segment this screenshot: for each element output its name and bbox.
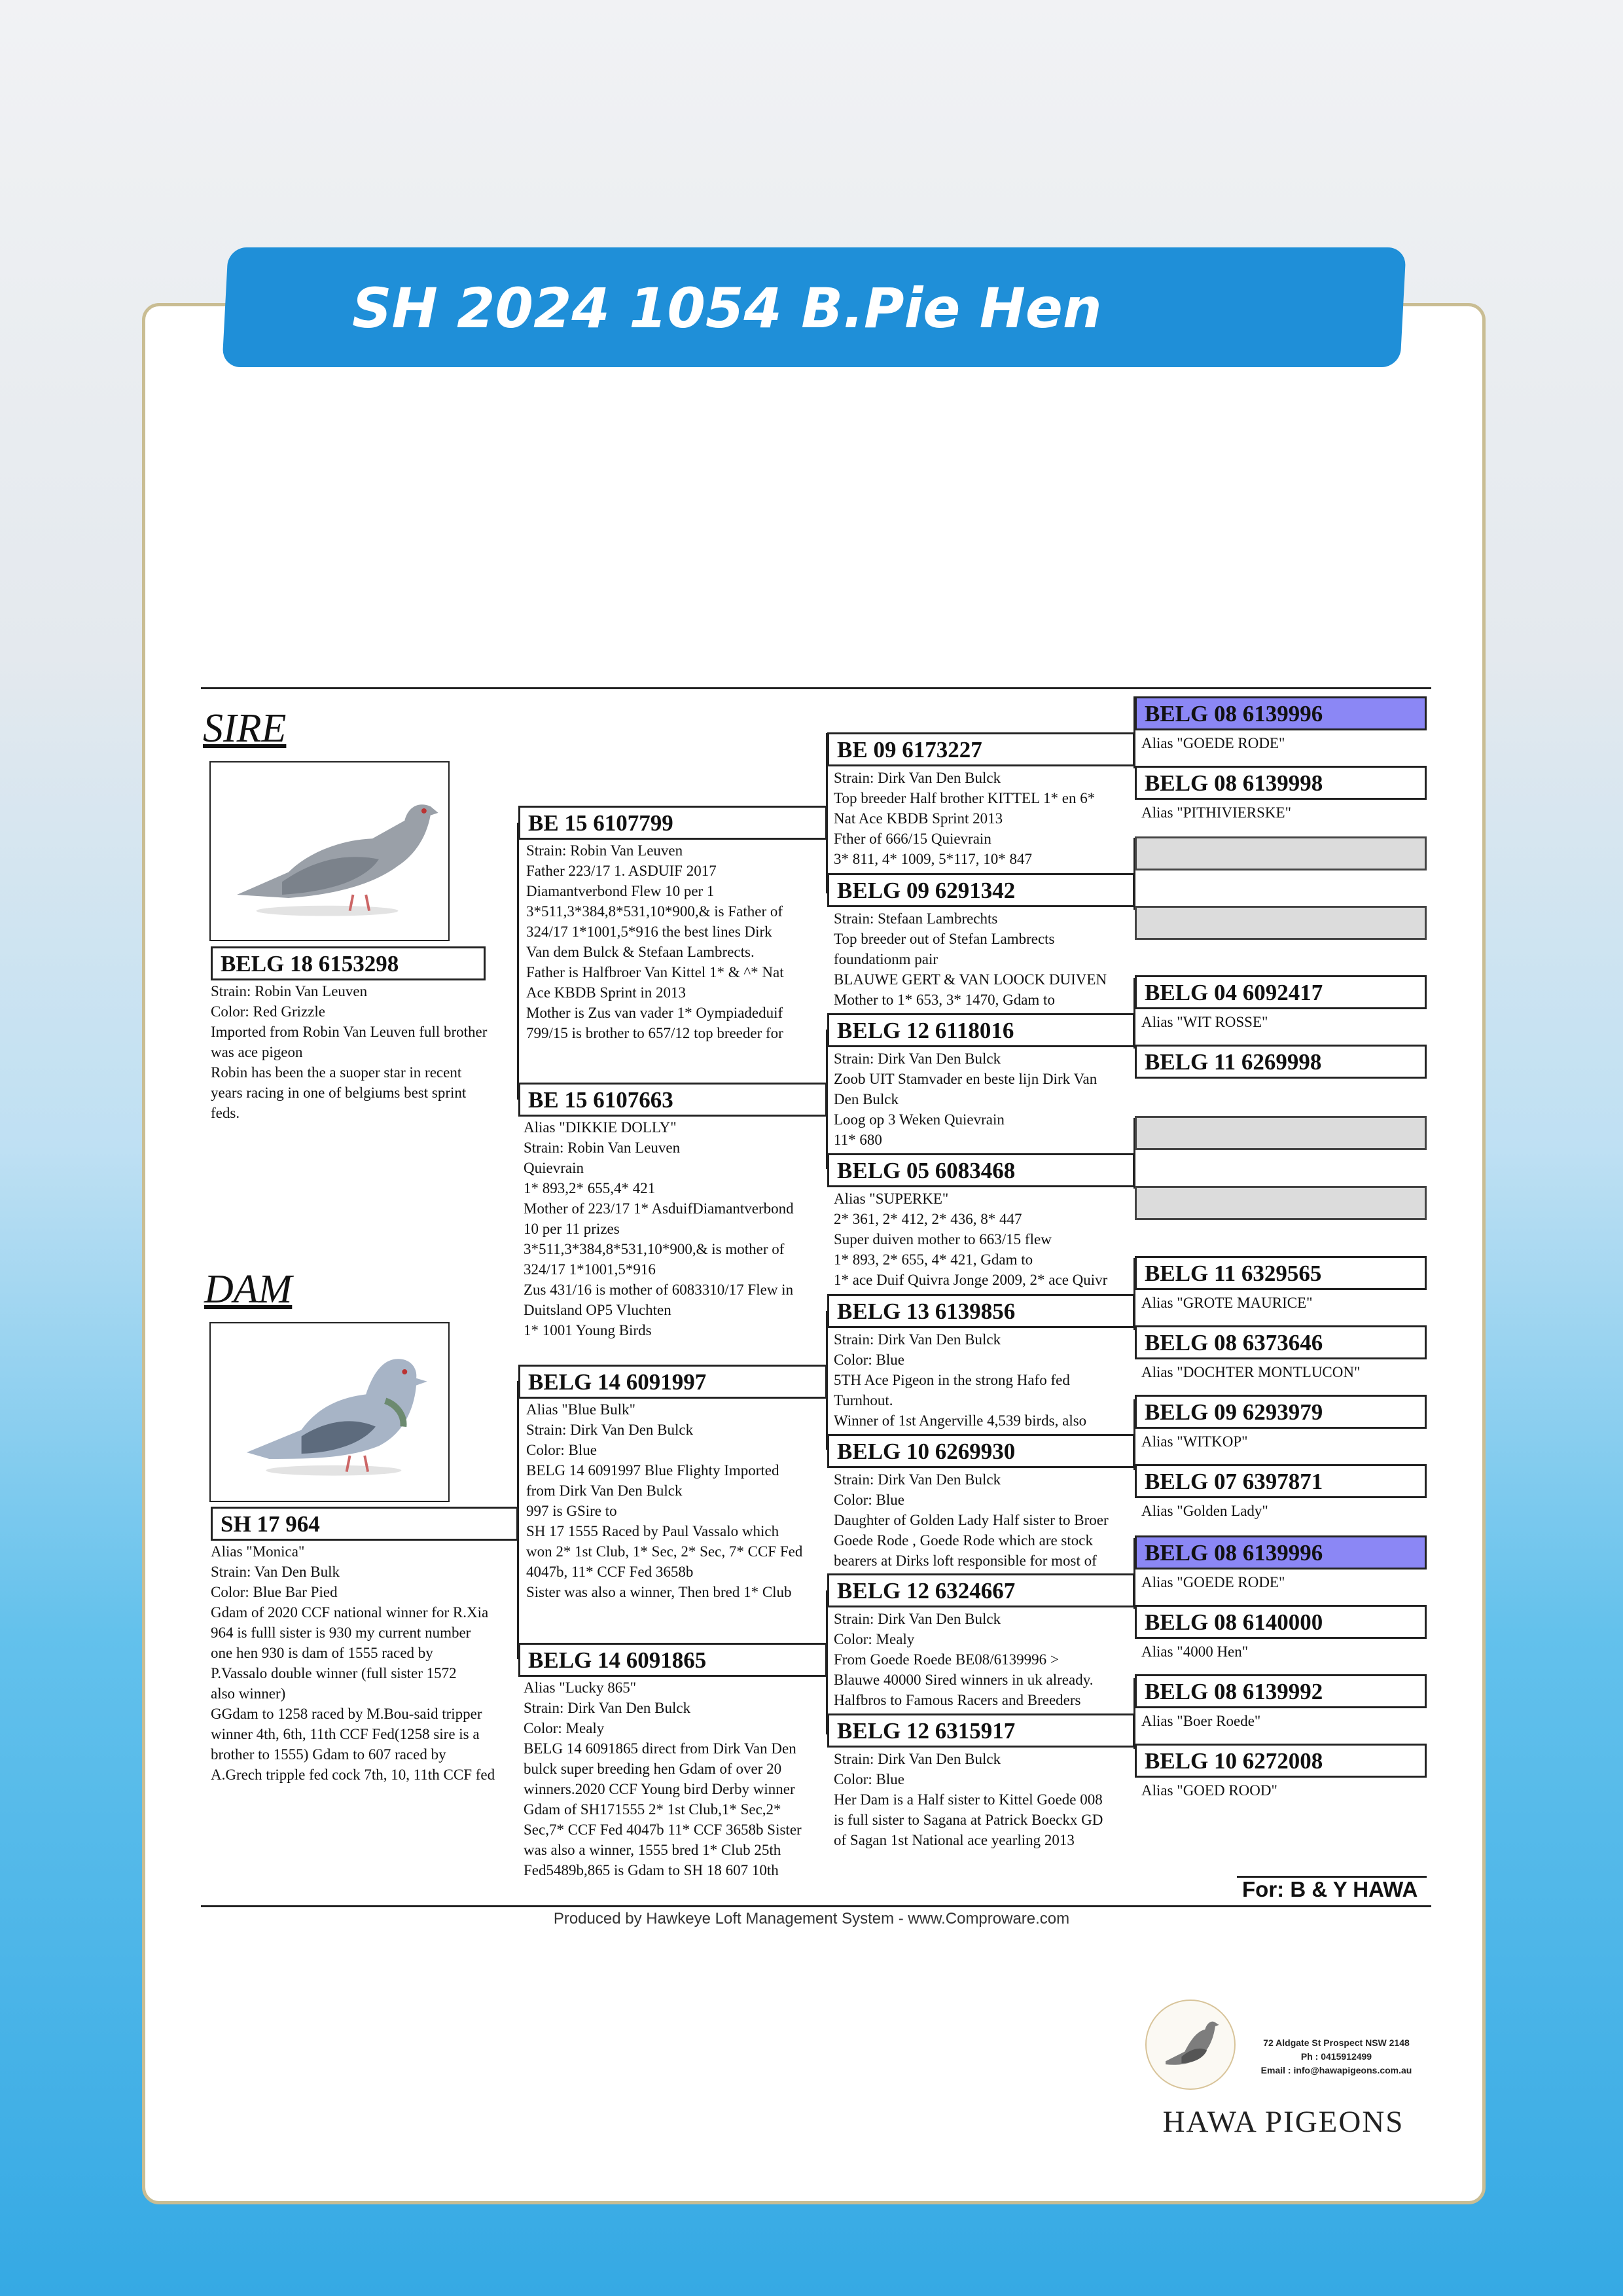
- g4-ring-box: BELG 08 6139992: [1135, 1674, 1427, 1708]
- detail-line: Strain: Dirk Van Den Bulck: [526, 1422, 694, 1438]
- detail-line: P.Vassalo double winner (full sister 1572: [211, 1665, 457, 1681]
- detail-line: BELG 14 6091865 direct from Dirk Van Den: [524, 1740, 796, 1757]
- g3-ring-box: BELG 12 6324667: [827, 1573, 1135, 1607]
- g4-alias: Alias "Golden Lady": [1141, 1503, 1268, 1519]
- detail-line: Super duiven mother to 663/15 flew: [834, 1231, 1052, 1247]
- g4-alias: Alias "GROTE MAURICE": [1141, 1295, 1313, 1311]
- detail-line: foundationm pair: [834, 951, 938, 967]
- detail-line: Strain: Van Den Bulk: [211, 1564, 340, 1580]
- g3-ring-box: BELG 05 6083468: [827, 1153, 1135, 1187]
- detail-line: of Sagan 1st National ace yearling 2013: [834, 1832, 1075, 1848]
- g3-details: [834, 1049, 1135, 1152]
- detail-line: Strain: Dirk Van Den Bulck: [524, 1700, 691, 1716]
- detail-line: SH 17 1555 Raced by Paul Vassalo which: [526, 1523, 779, 1539]
- detail-line: Strain: Dirk Van Den Bulck: [834, 1050, 1001, 1067]
- dam-photo: [209, 1322, 450, 1502]
- detail-line: Blauwe 40000 Sired winners in uk already.: [834, 1672, 1094, 1688]
- sire-heading: SIRE: [203, 706, 287, 751]
- sire-ring-box: BELG 18 6153298: [211, 946, 486, 980]
- logo-name: HAWA PIGEONS: [1162, 2105, 1404, 2139]
- g4-alias: Alias "GOEDE RODE": [1141, 1574, 1285, 1590]
- detail-line: Den Bulck: [834, 1091, 899, 1107]
- g4-ring-box: BELG 08 6140000: [1135, 1605, 1427, 1639]
- produced-by: Produced by Hawkeye Loft Management System - www.Comproware.com: [553, 1910, 1070, 1928]
- g3-ring-box: BELG 09 6291342: [827, 873, 1135, 907]
- detail-line: Her Dam is a Half sister to Kittel Goede 008: [834, 1791, 1103, 1808]
- bottom-divider: [201, 1905, 1431, 1907]
- g3-ring-box: BELG 12 6118016: [827, 1013, 1135, 1047]
- detail-line: 1* 1001 Young Birds: [524, 1322, 652, 1338]
- detail-line: Robin has been the a suoper star in recent: [211, 1064, 462, 1081]
- detail-line: from Dirk Van Den Bulck: [526, 1482, 683, 1499]
- g2-ring-box: BE 15 6107799: [518, 806, 827, 840]
- detail-line: 11* 680: [834, 1132, 882, 1148]
- dam-pigeon-icon: [211, 1323, 448, 1501]
- detail-line: brother to 1555) Gdam to 607 raced by: [211, 1746, 446, 1763]
- detail-line: Strain: Dirk Van Den Bulck: [834, 1331, 1001, 1348]
- g2-connector: [826, 1590, 828, 1734]
- detail-line: Strain: Dirk Van Den Bulck: [834, 1471, 1001, 1488]
- dam-details: [211, 1541, 518, 1790]
- detail-line: 1* 893, 2* 655, 4* 421, Gdam to: [834, 1251, 1033, 1268]
- detail-line: Loog op 3 Weken Quievrain: [834, 1111, 1005, 1128]
- g4-ring-box: BELG 09 6293979: [1135, 1395, 1427, 1429]
- detail-line: 3*511,3*384,8*531,10*900,& is mother of: [524, 1241, 785, 1257]
- detail-line: 1* 893,2* 655,4* 421: [524, 1180, 656, 1196]
- detail-line: 964 is fulll sister is 930 my current number: [211, 1624, 471, 1641]
- detail-line: Zoob UIT Stamvader en beste lijn Dirk Van: [834, 1071, 1097, 1087]
- detail-line: Sec,7* CCF Fed 4047b 11* CCF 3658b Sister: [524, 1821, 802, 1838]
- g4-alias: Alias "WITKOP": [1141, 1433, 1248, 1450]
- detail-line: 324/17 1*1001,5*916 the best lines Dirk: [526, 924, 772, 940]
- detail-line: winner 4th, 6th, 11th CCF Fed(1258 sire is a: [211, 1726, 480, 1742]
- detail-line: Color: Blue: [834, 1352, 904, 1368]
- hawa-logo: [1127, 1973, 1435, 2170]
- detail-line: Zus 431/16 is mother of 6083310/17 Flew in: [524, 1282, 794, 1298]
- g3-ring-box: BELG 13 6139856: [827, 1294, 1135, 1328]
- g4-ring-box: BELG 08 6139996: [1135, 696, 1427, 730]
- g3-ring-box: BELG 10 6269930: [827, 1434, 1135, 1468]
- g2-details: [524, 1117, 826, 1340]
- g2-details: [526, 1399, 826, 1602]
- detail-line: Alias "SUPERKE": [834, 1191, 949, 1207]
- g4-alias: Alias "PITHIVIERSKE": [1141, 804, 1291, 821]
- detail-line: BELG 14 6091997 Blue Flighty Imported: [526, 1462, 779, 1479]
- detail-line: 3*511,3*384,8*531,10*900,& is Father of: [526, 903, 783, 920]
- detail-line: 799/15 is brother to 657/12 top breeder for: [526, 1025, 783, 1041]
- g2-ring-box: BELG 14 6091865: [518, 1643, 827, 1677]
- g4-alias: Alias "Boer Roede": [1141, 1713, 1261, 1729]
- g3-details: [834, 1329, 1135, 1433]
- g4-ring-box: BELG 08 6373646: [1135, 1325, 1427, 1359]
- detail-line: Father is Halfbroer Van Kittel 1* & ^* Nat: [526, 964, 784, 980]
- dam-ring-box: SH 17 964: [211, 1507, 518, 1541]
- sire-photo: [209, 761, 450, 941]
- detail-line: Color: Blue: [834, 1492, 904, 1508]
- detail-line: Color: Mealy: [524, 1720, 605, 1736]
- g3-ring-box: BELG 12 6315917: [827, 1713, 1135, 1748]
- detail-line: Diamantverbond Flew 10 per 1: [526, 883, 715, 899]
- detail-line: BLAUWE GERT & VAN LOOCK DUIVEN: [834, 971, 1107, 988]
- top-divider: [201, 687, 1431, 689]
- for-label: For: B & Y HAWA: [1242, 1877, 1418, 1901]
- detail-line: Strain: Dirk Van Den Bulck: [834, 770, 1001, 786]
- detail-line: Alias "DIKKIE DOLLY": [524, 1119, 677, 1136]
- g2-details: [524, 1677, 826, 1887]
- g4-alias: Alias "DOCHTER MONTLUCON": [1141, 1364, 1361, 1380]
- g2-connector: [826, 1311, 828, 1450]
- detail-line: feds.: [211, 1105, 240, 1121]
- detail-line: 1* ace Duif Quivra Jonge 2009, 2* ace Quivr: [834, 1272, 1108, 1288]
- g4-alias: Alias "WIT ROSSE": [1141, 1014, 1268, 1030]
- detail-line: Top breeder Half brother KITTEL 1* en 6*: [834, 790, 1096, 806]
- g4-blank-box: [1135, 906, 1427, 940]
- g2-details: [526, 840, 826, 1042]
- g4-ring-box: BELG 04 6092417: [1135, 975, 1427, 1009]
- detail-line: Goede Rode , Goede Rode which are stock: [834, 1532, 1093, 1549]
- g3-details: [834, 1749, 1135, 1852]
- logo-address: 72 Aldgate St Prospect NSW 2148: [1263, 2037, 1410, 2048]
- detail-line: 3* 811, 4* 1009, 5*117, 10* 847: [834, 851, 1033, 867]
- detail-line: Color: Mealy: [834, 1631, 915, 1647]
- g4-ring-box: BELG 08 6139996: [1135, 1535, 1427, 1570]
- detail-line: GGdam to 1258 raced by M.Bou-said tripper: [211, 1706, 482, 1722]
- detail-line: Color: Blue Bar Pied: [211, 1584, 338, 1600]
- detail-line: Quievrain: [524, 1160, 584, 1176]
- sire-pigeon-icon: [211, 762, 448, 940]
- detail-line: Color: Blue: [526, 1442, 597, 1458]
- sire-connector: [517, 823, 519, 1100]
- detail-line: 10 per 11 prizes: [524, 1221, 620, 1237]
- detail-line: Fed5489b,865 is Gdam to SH 18 607 10th: [524, 1862, 779, 1878]
- detail-line: Father 223/17 1. ASDUIF 2017: [526, 863, 717, 879]
- detail-line: Alias "Lucky 865": [524, 1679, 637, 1696]
- g3-details: [834, 768, 1135, 871]
- detail-line: 5TH Ace Pigeon in the strong Hafo fed: [834, 1372, 1070, 1388]
- detail-line: bulck super breeding hen Gdam of over 20: [524, 1761, 782, 1777]
- detail-line: Mother is Zus van vader 1* Oympiadeduif: [526, 1005, 783, 1021]
- detail-line: was also a winner, 1555 bred 1* Club 25th: [524, 1842, 781, 1858]
- detail-line: Strain: Robin Van Leuven: [524, 1139, 681, 1156]
- detail-line: is full sister to Sagana at Patrick Boeckx GD: [834, 1812, 1103, 1828]
- g2-connector: [826, 1030, 828, 1169]
- detail-line: Halfbros to Famous Racers and Breeders: [834, 1692, 1081, 1708]
- detail-line: Strain: Robin Van Leuven: [211, 983, 368, 999]
- detail-line: Daughter of Golden Lady Half sister to Broer: [834, 1512, 1109, 1528]
- detail-line: Sister was also a winner, Then bred 1* Club: [526, 1584, 792, 1600]
- detail-line: A.Grech tripple fed cock 7th, 10, 11th CCF fed: [211, 1767, 495, 1783]
- g4-ring-box: BELG 11 6329565: [1135, 1256, 1427, 1290]
- detail-line: Strain: Robin Van Leuven: [526, 842, 683, 859]
- detail-line: From Goede Roede BE08/6139996 >: [834, 1651, 1059, 1668]
- g4-blank-box: [1135, 836, 1427, 870]
- detail-line: Duitsland OP5 Vluchten: [524, 1302, 671, 1318]
- g3-ring-box: BE 09 6173227: [827, 732, 1135, 766]
- detail-line: Alias "Monica": [211, 1543, 305, 1560]
- g4-ring-box: BELG 07 6397871: [1135, 1464, 1427, 1498]
- g4-alias: Alias "GOEDE RODE": [1141, 735, 1285, 751]
- g4-ring-box: BELG 11 6269998: [1135, 1045, 1427, 1079]
- detail-line: 324/17 1*1001,5*916: [524, 1261, 656, 1278]
- pigeon-logo-icon: [1145, 2000, 1236, 2090]
- detail-line: Nat Ace KBDB Sprint 2013: [834, 810, 1003, 827]
- detail-line: Ace KBDB Sprint in 2013: [526, 984, 687, 1001]
- detail-line: Gdam of 2020 CCF national winner for R.Xia: [211, 1604, 489, 1621]
- g4-ring-box: BELG 10 6272008: [1135, 1744, 1427, 1778]
- detail-line: one hen 930 is dam of 1555 raced by: [211, 1645, 433, 1661]
- detail-line: Strain: Dirk Van Den Bulck: [834, 1751, 1001, 1767]
- detail-line: Color: Blue: [834, 1771, 904, 1787]
- g4-alias: Alias "GOED ROOD": [1141, 1782, 1277, 1799]
- detail-line: Gdam of SH171555 2* 1st Club,1* Sec,2*: [524, 1801, 781, 1818]
- detail-line: also winner): [211, 1685, 286, 1702]
- dam-connector: [517, 1381, 519, 1659]
- g3-details: [834, 1469, 1135, 1573]
- detail-line: Alias "Blue Bulk": [526, 1401, 635, 1418]
- sire-details: [211, 981, 512, 1132]
- detail-line: Turnhout.: [834, 1392, 893, 1408]
- detail-line: Top breeder out of Stefan Lambrects: [834, 931, 1055, 947]
- g4-alias: Alias "4000 Hen": [1141, 1643, 1249, 1660]
- g2-ring-box: BELG 14 6091997: [518, 1365, 827, 1399]
- logo-contact: [1238, 2036, 1435, 2077]
- detail-line: bearers at Dirks loft responsible for most of: [834, 1552, 1097, 1569]
- detail-line: years racing in one of belgiums best sprint: [211, 1085, 467, 1101]
- g4-ring-box: BELG 08 6139998: [1135, 766, 1427, 800]
- g3-details: [834, 908, 1135, 1012]
- g3-details: [834, 1609, 1135, 1712]
- detail-line: winners.2020 CCF Young bird Derby winner: [524, 1781, 795, 1797]
- detail-line: won 2* 1st Club, 1* Sec, 2* Sec, 7* CCF Fed: [526, 1543, 803, 1560]
- logo-email: Email : info@hawapigeons.com.au: [1260, 2065, 1412, 2075]
- detail-line: Strain: Dirk Van Den Bulck: [834, 1611, 1001, 1627]
- detail-line: Mother of 223/17 1* AsduifDiamantverbond: [524, 1200, 794, 1217]
- detail-line: 4047b, 11* CCF Fed 3658b: [526, 1564, 694, 1580]
- detail-line: Fther of 666/15 Quievrain: [834, 831, 991, 847]
- detail-line: Van dem Bulck & Stefaan Lambrects.: [526, 944, 755, 960]
- detail-line: 2* 361, 2* 412, 2* 436, 8* 447: [834, 1211, 1022, 1227]
- logo-phone: Ph : 0415912499: [1300, 2051, 1372, 2062]
- detail-line: Color: Red Grizzle: [211, 1003, 326, 1020]
- page-title: SH 2024 1054 B.Pie Hen: [352, 276, 1102, 340]
- detail-line: Strain: Stefaan Lambrechts: [834, 910, 998, 927]
- detail-line: Mother to 1* 653, 3* 1470, Gdam to: [834, 992, 1055, 1008]
- g4-blank-box: [1135, 1186, 1427, 1220]
- detail-line: Imported from Robin Van Leuven full brother: [211, 1024, 488, 1040]
- g2-ring-box: BE 15 6107663: [518, 1083, 827, 1117]
- detail-line: was ace pigeon: [211, 1044, 303, 1060]
- detail-line: 997 is GSire to: [526, 1503, 617, 1519]
- g4-blank-box: [1135, 1116, 1427, 1150]
- detail-line: Winner of 1st Angerville 4,539 birds, also: [834, 1412, 1087, 1429]
- dam-heading: DAM: [204, 1267, 293, 1312]
- g3-details: [834, 1189, 1135, 1292]
